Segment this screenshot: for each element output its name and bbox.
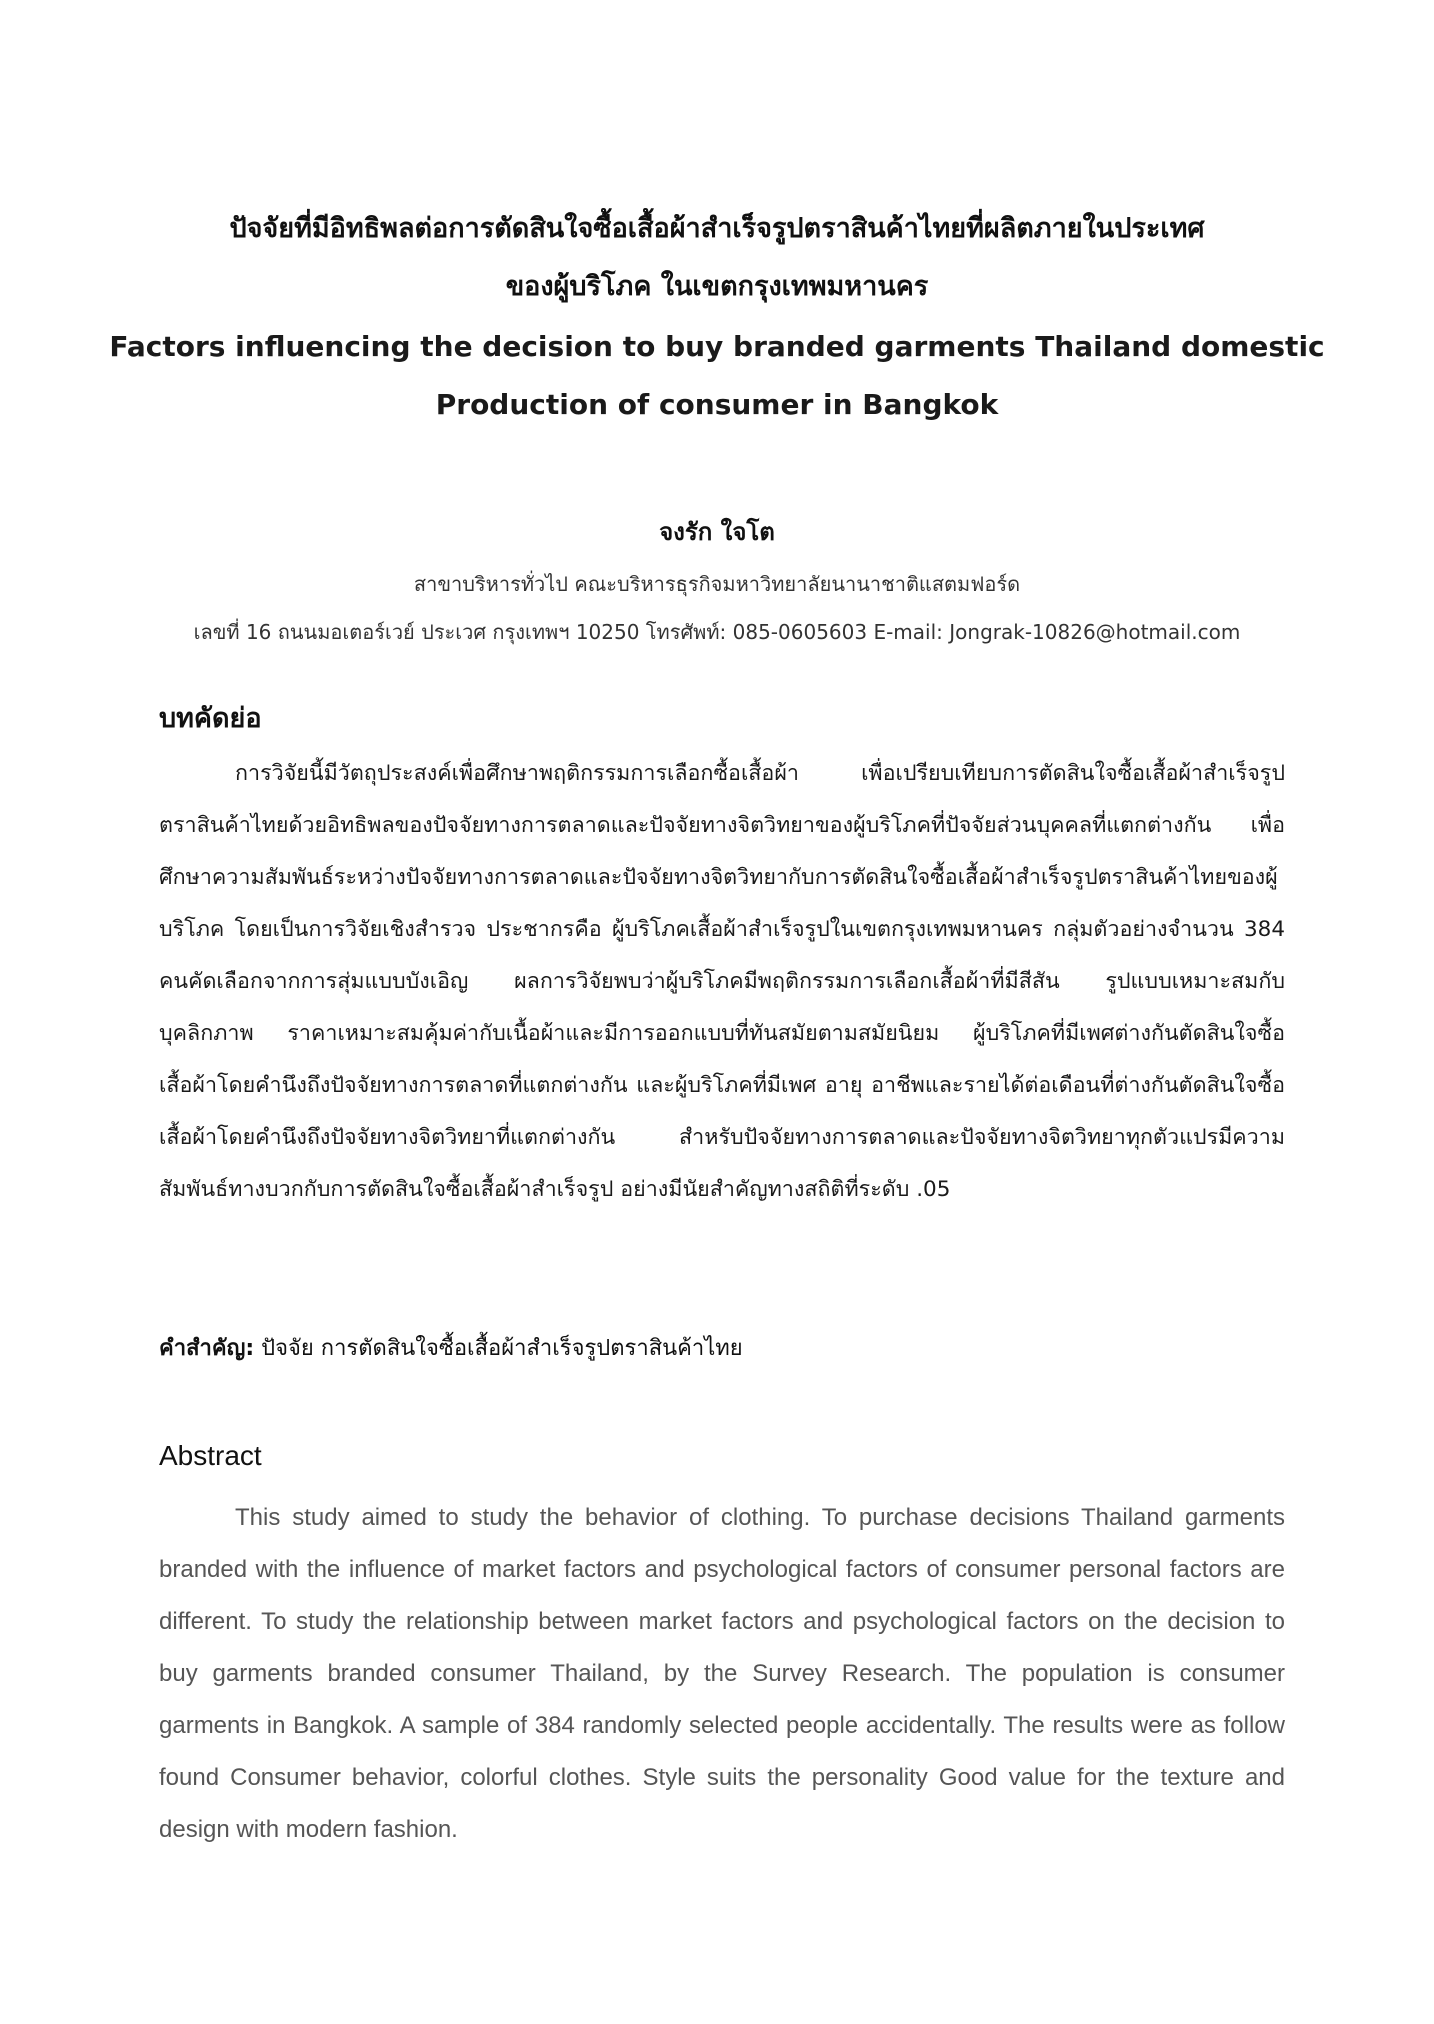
keywords-text: ปัจจัย การตัดสินใจซื้อเสื้อผ้าสำเร็จรูปตราสินค้าไทย — [254, 1336, 743, 1361]
author-name: จงรัก ใจโต — [659, 518, 775, 546]
keywords — [159, 1330, 743, 1365]
keywords-label: คำสำคัญ: — [159, 1336, 255, 1361]
affiliation-line-2: เลขที่ 16 ถนนมอเตอร์เวย์ ประเวศ กรุงเทพฯ 10250 โทรศัพท์: 085-0605603 E-mail: Jongrak-10826@hotmail.com — [193, 620, 1241, 644]
thai-abstract-body: การวิจัยนี้มีวัตถุประสงค์เพื่อศึกษาพฤติกรรมการเลือกซื้อเสื้อผ้า เพื่อเปรียบเทียบการตัดสินใจซื้อเสื้อผ้าสำเร็จรูปตราสินค้าไทยด้วยอิทธิพลของปัจจัยทางการตลาดและปัจจัยทางจิตวิทยาของผู้บริโภคที่ปัจจัยส่วนบุคคลที่แตกต่างกัน เพื่อศึกษาความสัมพันธ์ระหว่างปัจจัยทางการตลาดและปัจจัยทางจิตวิทยากับการตัดสินใจซื้อเสื้อผ้าสำเร็จรูปตราสินค้าไทยของผู้บริโภค โดยเป็นการวิจัยเชิงสำรวจ ประชากรคือ ผู้บริโภคเสื้อผ้าสำเร็จรูปในเขตกรุงเทพมหานคร กลุ่มตัวอย่างจำนวน 384 คนคัดเลือกจากการสุ่มแบบบังเอิญ ผลการวิจัยพบว่าผู้บริโภคมีพฤติกรรมการเลือกเสื้อผ้าที่มีสีสัน รูปแบบเหมาะสมกับบุคลิกภาพ ราคาเหมาะสมคุ้มค่ากับเนื้อผ้าและมีการออกแบบที่ทันสมัยตามสมัยนิยม ผู้บริโภคที่มีเพศต่างกันตัดสินใจซื้อเสื้อผ้าโดยคำนึงถึงปัจจัยทางการตลาดที่แตกต่างกัน และผู้บริโภคที่มีเพศ อายุ อาชีพและรายได้ต่อเดือนที่ต่างกันตัดสินใจซื้อเสื้อผ้าโดยคำนึงถึงปัจจัยทางจิตวิทยาที่แตกต่างกัน สำหรับปัจจัยทางการตลาดและปัจจัยทางจิตวิทยาทุกตัวแปรมีความสัมพันธ์ทางบวกกับการตัดสินใจซื้อเสื้อผ้าสำเร็จรูป อย่างมีนัยสำคัญทางสถิติที่ระดับ .05 — [159, 761, 1285, 1202]
english-abstract-heading: Abstract — [159, 1440, 262, 1471]
affiliation-line-1: สาขาบริหารทั่วไป คณะบริหารธุรกิจมหาวิทยาลัยนานาชาติแสตมฟอร์ด — [413, 572, 1021, 596]
thai-title-line-1: ปัจจัยที่มีอิทธิพลต่อการตัดสินใจซื้อเสื้อผ้าสำเร็จรูปตราสินค้าไทยที่ผลิตภายในประเทศ — [229, 213, 1205, 244]
thai-title-line-2: ของผู้บริโภค ในเขตกรุงเทพมหานคร — [505, 271, 929, 302]
thai-title — [0, 200, 1434, 316]
english-title-line-2: Production of consumer in Bangkok — [435, 388, 999, 421]
english-title — [0, 318, 1434, 434]
thai-abstract-heading: บทคัดย่อ — [159, 703, 262, 734]
english-title-line-1: Factors influencing the decision to buy branded garments Thailand domestic — [109, 330, 1325, 363]
english-abstract-body: This study aimed to study the behavior of clothing. To purchase decisions Thailand garments branded with the influence of market factors and psychological factors of consumer personal factors are different. To study the relationship between market factors and psychological factors on the decision to buy garments branded consumer Thailand, by the Survey Research. The population is consumer garments in Bangkok. A sample of 384 randomly selected people accidentally. The results were as follow found Consumer behavior, colorful clothes. Style suits the personality Good value for the texture and design with modern fashion. — [159, 1504, 1285, 1843]
affiliation — [0, 560, 1434, 656]
